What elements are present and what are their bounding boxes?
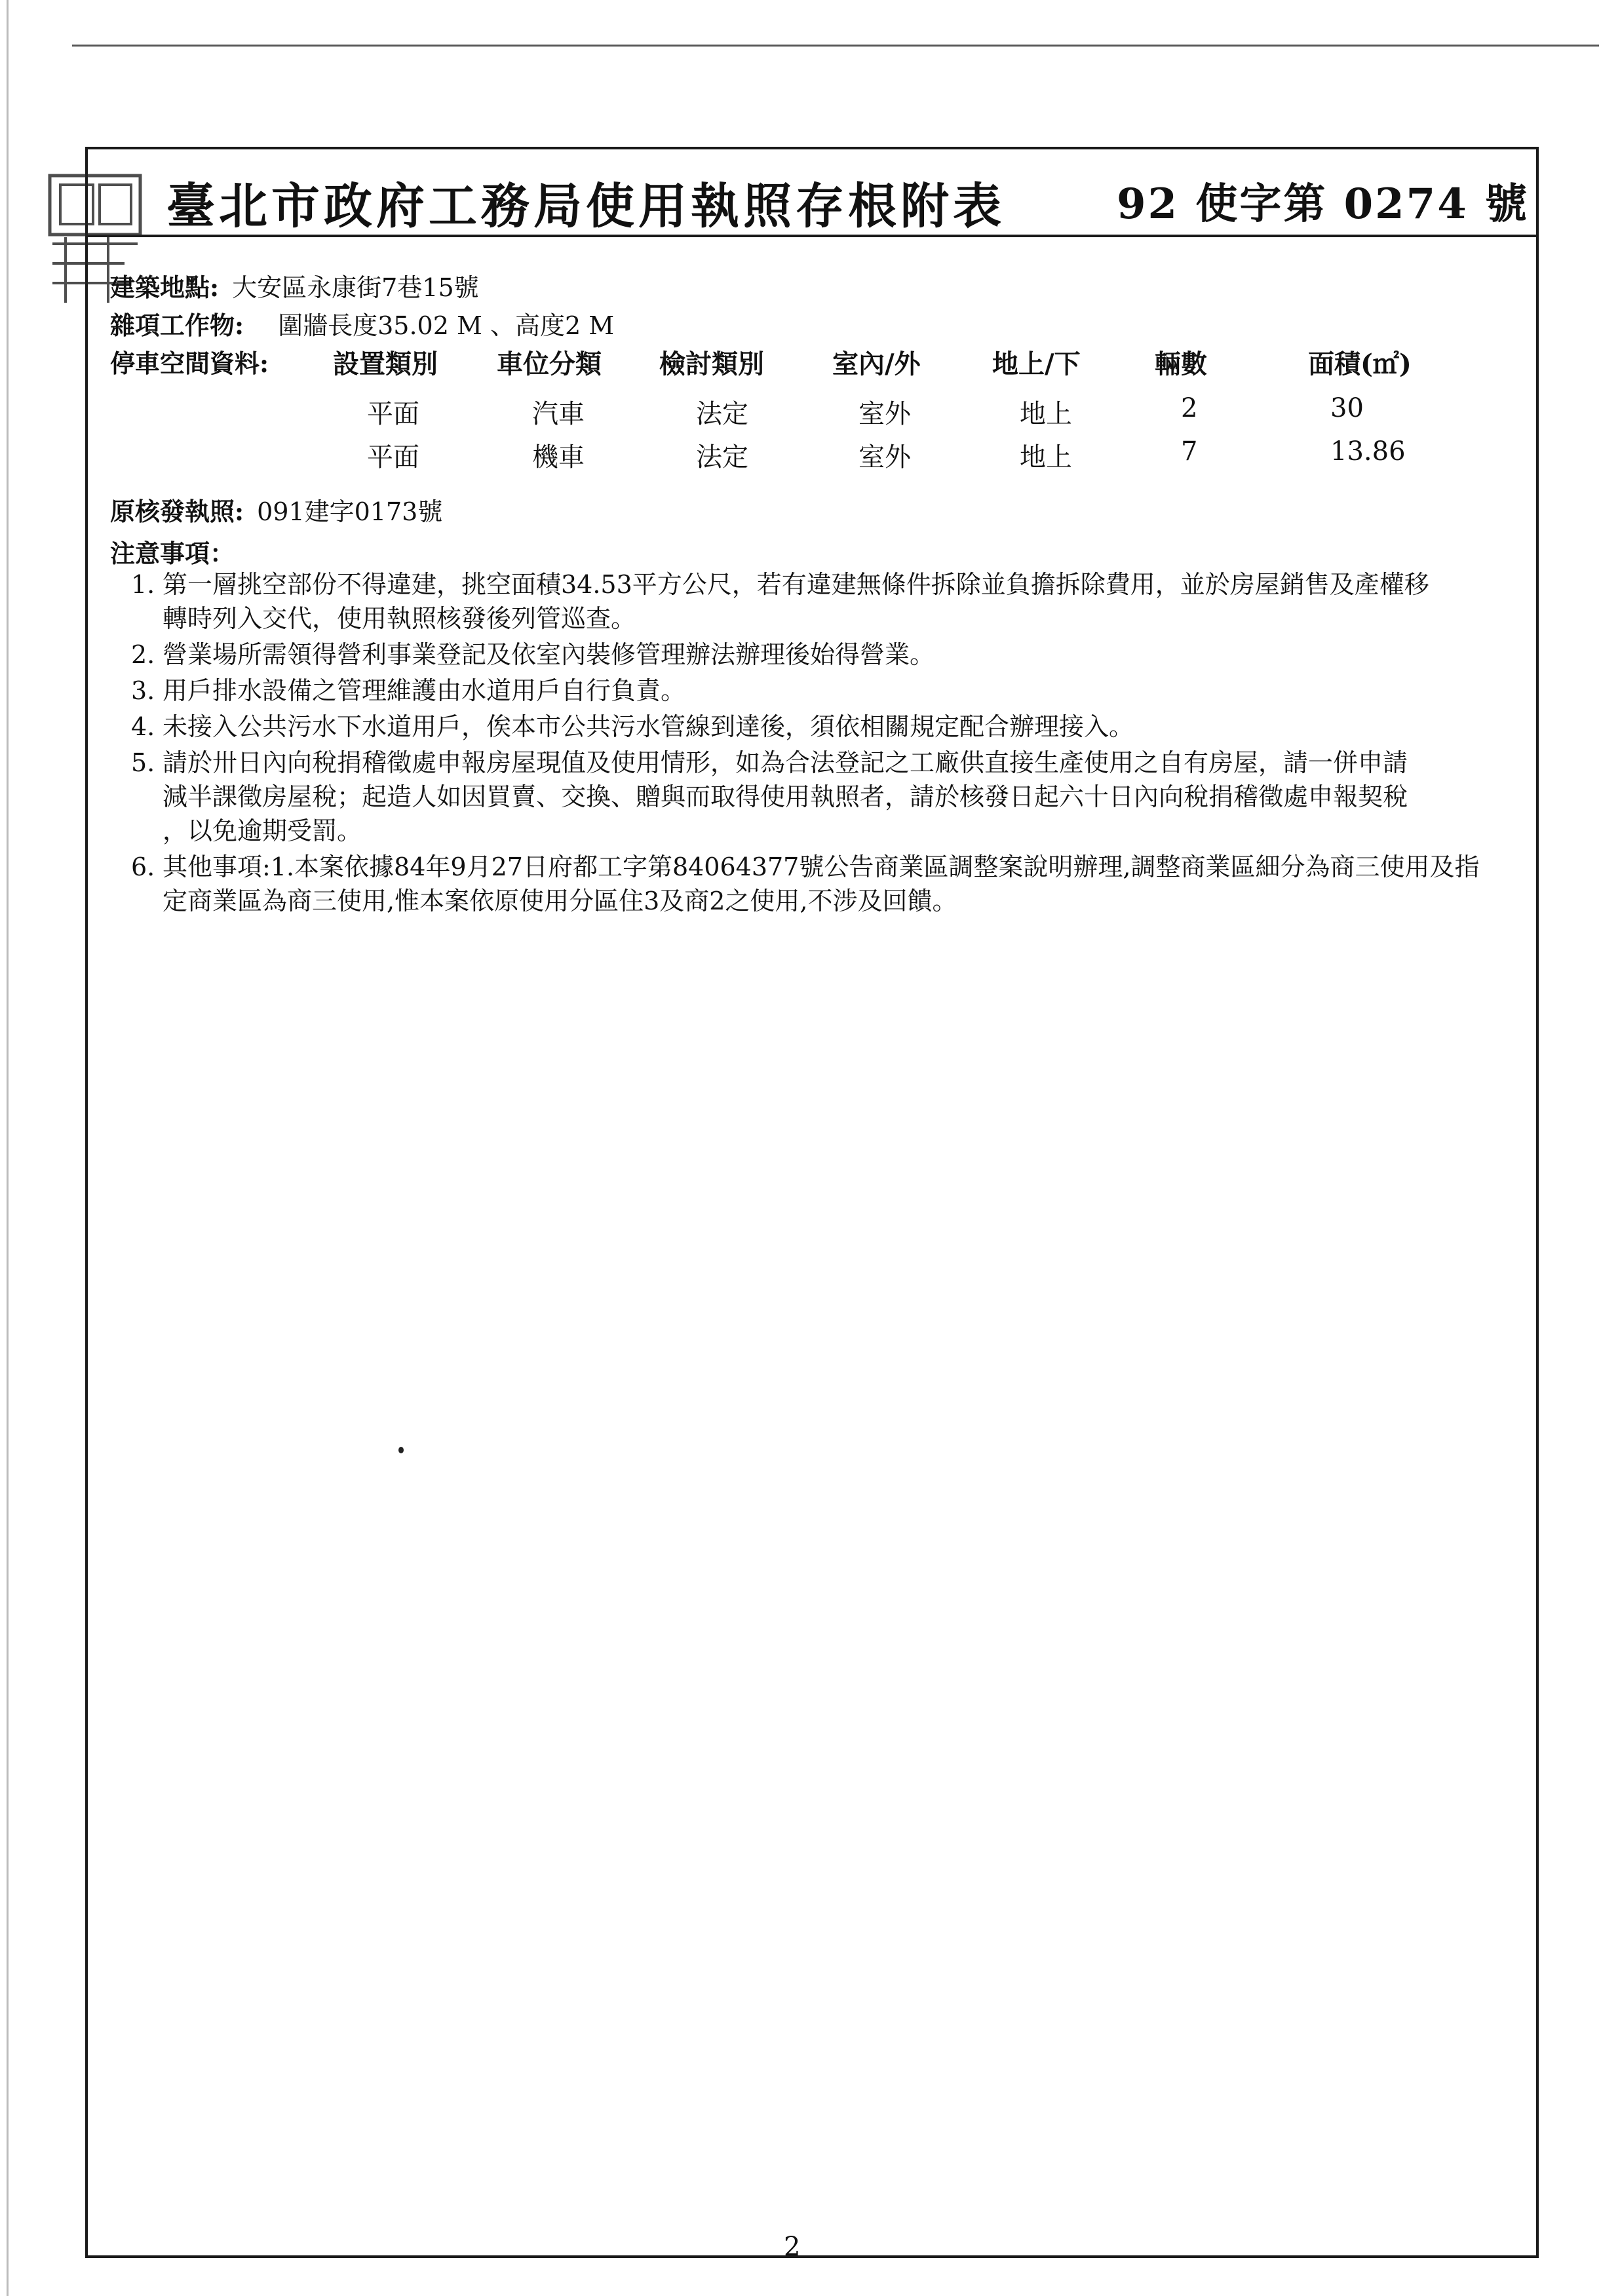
misc-structure-row <box>110 305 614 341</box>
original-license-label: 原核發執照: <box>110 497 244 526</box>
parking-cell: 室外 <box>858 442 911 472</box>
parking-cell: 平面 <box>367 442 419 472</box>
note-text: 第一層挑空部份不得違建，挑空面積34.53平方公尺，若有違建無條件拆除並負擔拆除費用，並於房屋銷售及產權移 <box>163 570 1429 599</box>
parking-header-cell: 檢討類別 <box>659 349 764 379</box>
note-text: 未接入公共污水下水道用戶，俟本市公共污水管線到達後，須依相關規定配合辦理接入。 <box>163 712 1134 741</box>
note-text: 營業場所需領得營利事業登記及依室內裝修管理辦法辦理後始得營業。 <box>163 640 935 669</box>
original-license-value: 091建字0173號 <box>257 497 443 526</box>
parking-cell: 2 <box>1181 393 1198 423</box>
parking-cell: 地上 <box>1020 442 1072 472</box>
address-label: 建築地點: <box>110 273 220 302</box>
page-number: 2 <box>784 2232 801 2262</box>
misc-structure-label: 雜項工作物: <box>110 311 244 340</box>
parking-cell: 法定 <box>696 399 748 429</box>
note-item <box>131 567 1520 636</box>
document-frame <box>85 147 1539 2258</box>
note-text: 其他事項:1.本案依據84年9月27日府都工字第84064377號公告商業區調整案說明辦理,調整商業區細分為商三使用及指 <box>163 852 1480 881</box>
parking-cell: 30 <box>1330 393 1364 423</box>
title-row <box>88 149 1536 237</box>
parking-header-cell: 室內/外 <box>832 349 921 379</box>
parking-header-cell: 輛數 <box>1155 349 1207 379</box>
address-value: 大安區永康街7巷15號 <box>232 273 479 302</box>
parking-header-cell: 地上/下 <box>992 349 1081 379</box>
top-rule <box>72 45 1599 47</box>
parking-cell: 地上 <box>1020 399 1072 429</box>
note-item <box>131 674 1520 708</box>
parking-cell: 室外 <box>858 399 911 429</box>
note-text: 定商業區為商三使用,惟本案依原使用分區住3及商2之使用,不涉及回饋。 <box>163 887 957 915</box>
notes-heading-row <box>110 533 235 569</box>
notes-heading: 注意事項： <box>110 539 235 568</box>
note-text: ，以免逾期受罰。 <box>163 816 362 845</box>
note-number: 4. <box>131 712 155 741</box>
parking-header-cell: 設置類別 <box>333 349 438 379</box>
parking-cell: 7 <box>1181 436 1198 467</box>
parking-header-cell: 面積(㎡) <box>1308 349 1412 379</box>
parking-cell: 法定 <box>696 442 748 472</box>
scan-speck <box>398 1447 404 1453</box>
address-row <box>110 267 479 303</box>
note-text: 用戶排水設備之管理維護由水道用戶自行負責。 <box>163 676 686 705</box>
note-item <box>131 850 1520 918</box>
notes-list <box>131 567 1520 920</box>
license-number: 92 使字第 0274 號 <box>1117 180 1530 229</box>
parking-label: 停車空間資料: <box>110 349 269 378</box>
parking-cell: 汽車 <box>532 399 585 429</box>
parking-cell: 機車 <box>532 442 585 472</box>
note-text: 請於卅日內向稅捐稽徵處申報房屋現值及使用情形，如為合法登記之工廠供直接生產使用之自有房屋，請一併申請 <box>163 748 1408 777</box>
note-number: 6. <box>131 852 155 881</box>
parking-cell: 13.86 <box>1330 436 1406 467</box>
note-item <box>131 638 1520 672</box>
misc-structure-value: 圍牆長度35.02 M 、高度2 M <box>278 311 615 340</box>
note-number: 3. <box>131 676 155 705</box>
scan-edge <box>7 0 9 2296</box>
note-item <box>131 746 1520 848</box>
note-number: 2. <box>131 640 155 669</box>
original-license-row <box>110 491 442 527</box>
note-text: 轉時列入交代，使用執照核發後列管巡查。 <box>163 604 636 633</box>
document-title: 臺北市政府工務局使用執照存根附表 <box>166 178 1005 235</box>
note-number: 1. <box>131 570 155 599</box>
note-text: 減半課徵房屋稅；起造人如因買賣、交換、贈與而取得使用執照者，請於核發日起六十日內向稅捐稽徵處申報契稅 <box>163 782 1408 811</box>
note-number: 5. <box>131 748 155 777</box>
parking-cell: 平面 <box>367 399 419 429</box>
parking-header-cell: 車位分類 <box>497 349 602 379</box>
note-item <box>131 710 1520 744</box>
parking-row-label <box>110 343 269 379</box>
